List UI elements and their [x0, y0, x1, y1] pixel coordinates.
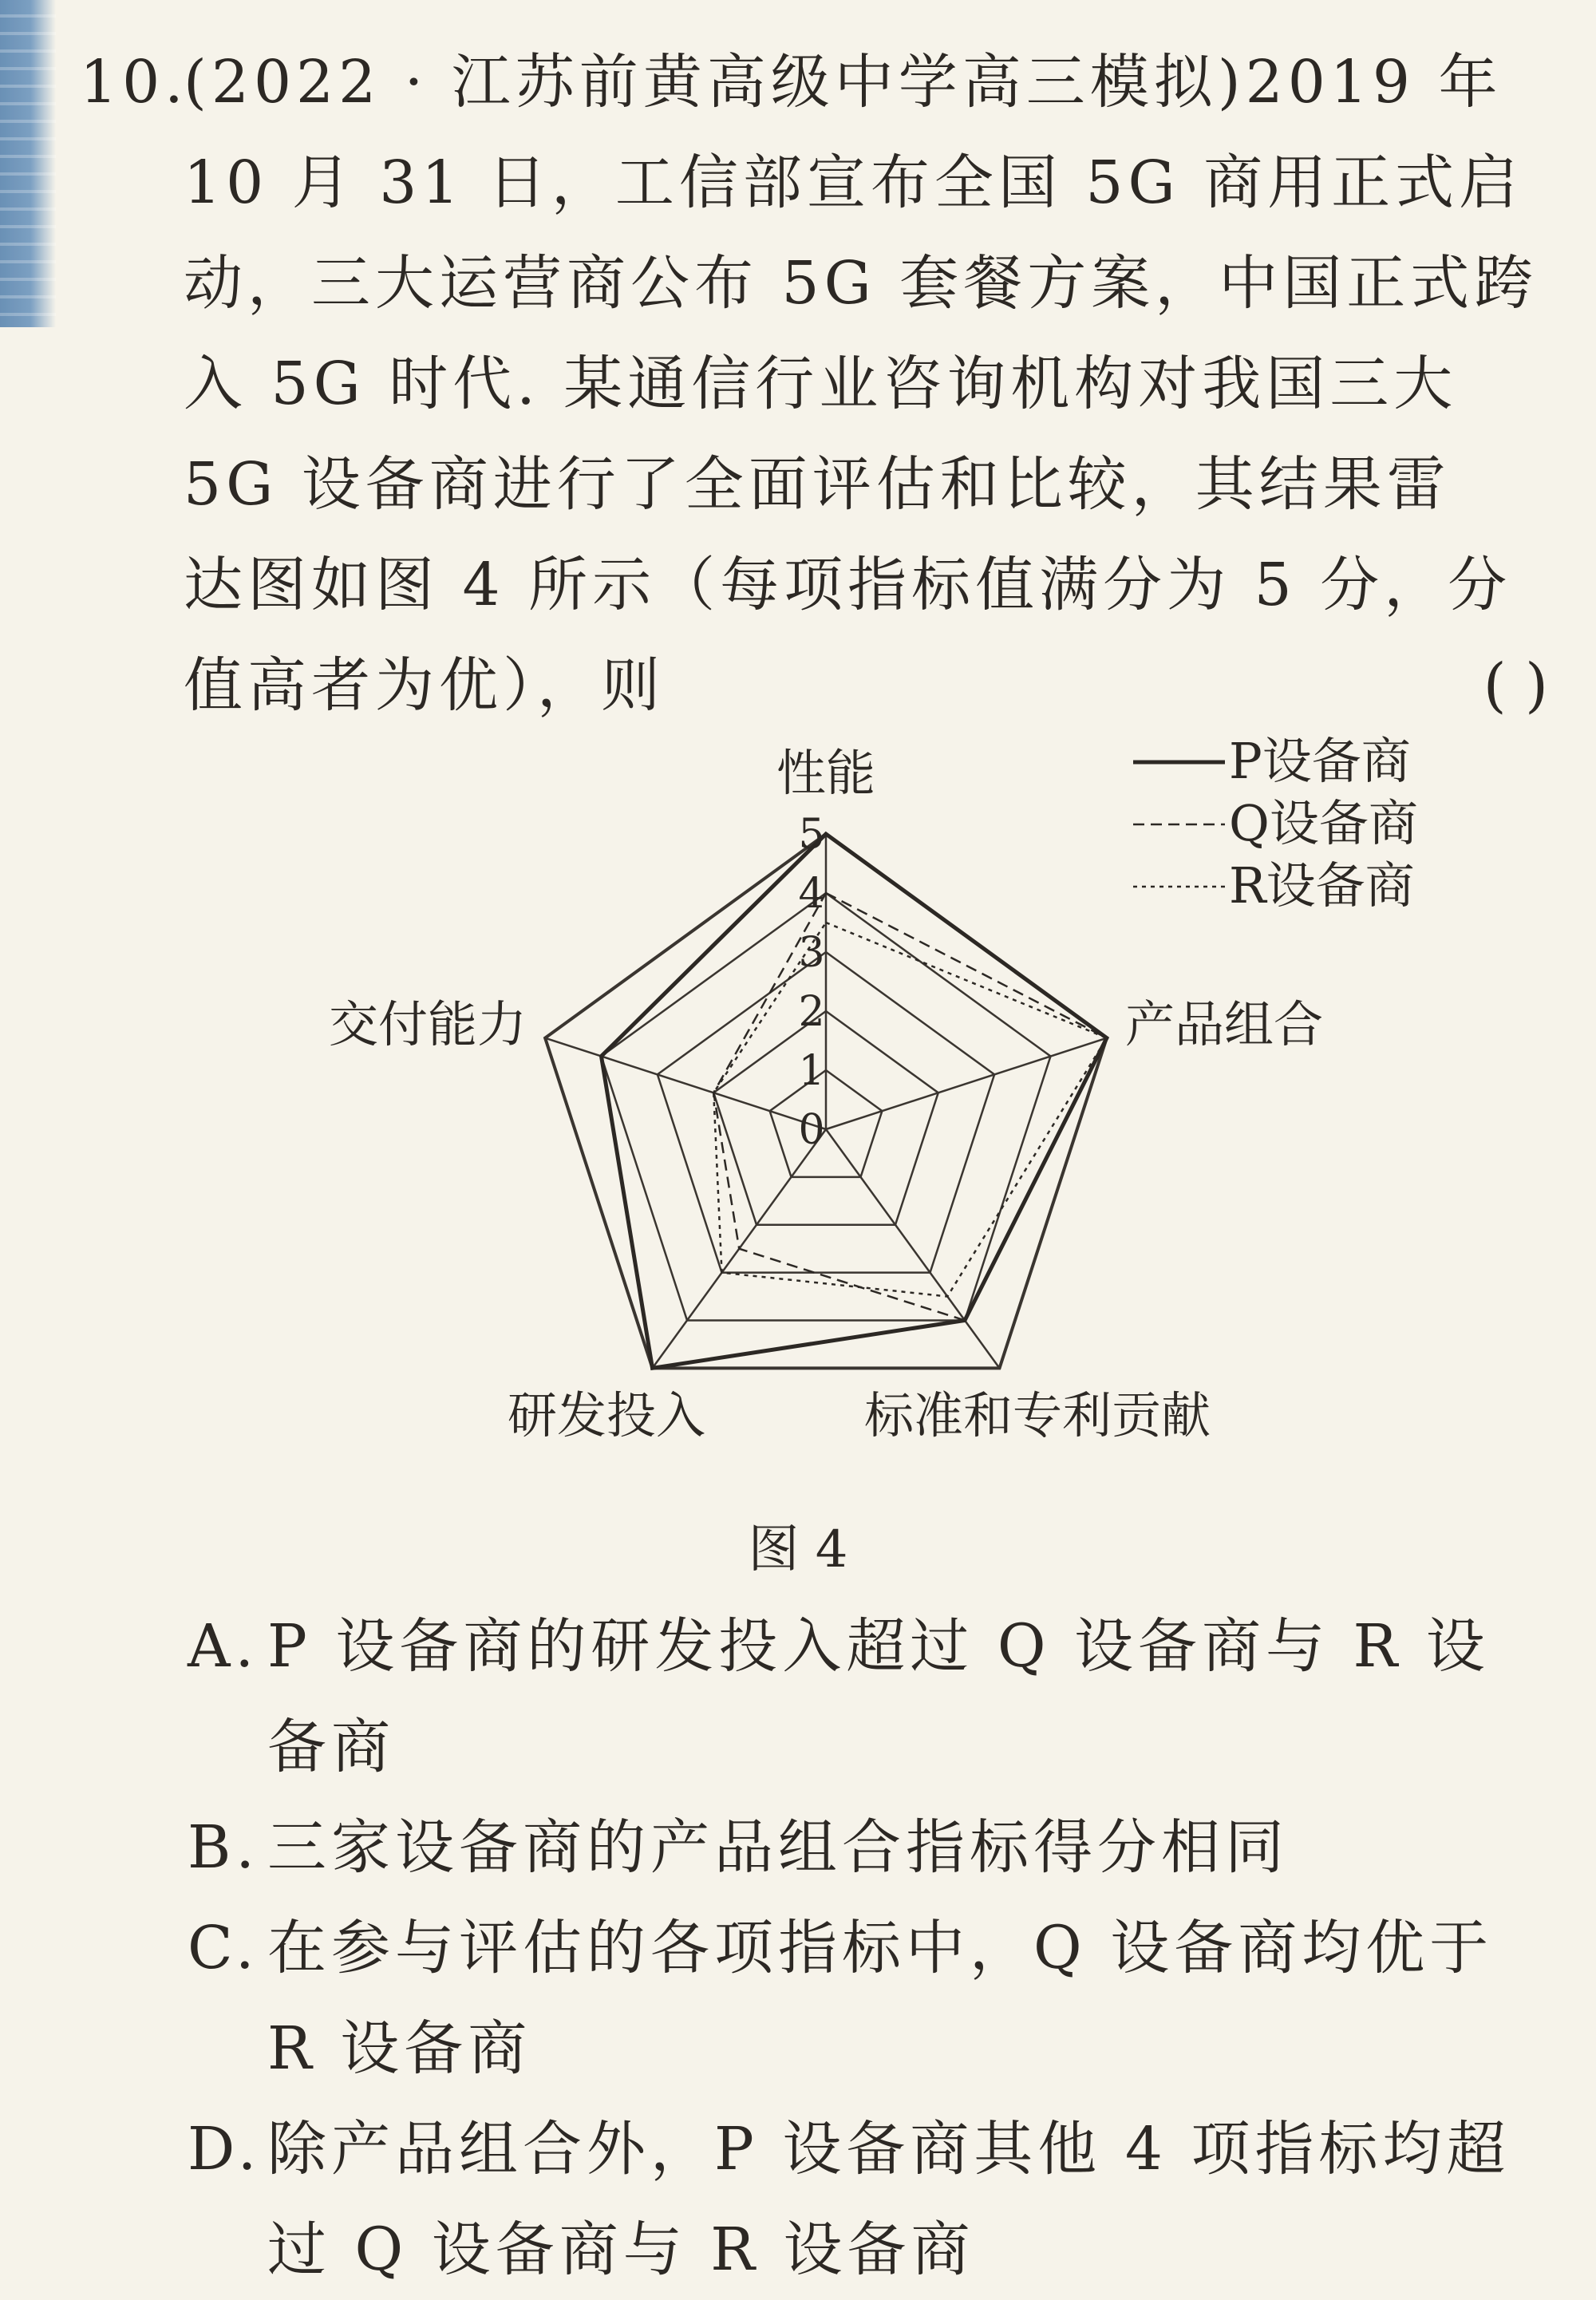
answer-options [188, 1596, 1576, 2300]
radar-axis-label-2: 标准和专利贡献 [863, 1386, 1211, 1444]
radar-axis-label-1: 产品组合 [1125, 995, 1324, 1053]
question-line-1: 10.(2022 · 江苏前黄高级中学高三模拟)2019 年 [80, 32, 1572, 132]
radar-scale-label-5: 5 [798, 811, 825, 859]
question-stem [80, 32, 1572, 736]
radar-spoke-1 [826, 1038, 1107, 1129]
legend-label-r: R设备商 [1229, 856, 1415, 915]
question-line-6: 达图如图 4 所示（每项指标值满分为 5 分，分 [184, 551, 1512, 619]
option-d-letter: D. [188, 2115, 262, 2183]
option-a[interactable]: A. P 设备商的研发投入超过 Q 设备商与 R 设 备商 [188, 1596, 1576, 1797]
question-line-3: 动，三大运营商公布 5G 套餐方案，中国正式跨 [184, 249, 1539, 318]
question-line-7: 值高者为优），则 ( ) [80, 635, 1572, 736]
answer-blank: ( ) [1483, 651, 1548, 720]
option-c-letter: C. [188, 1914, 259, 1982]
radar-scale-label-2: 2 [798, 988, 825, 1036]
option-b-letter: B. [188, 1813, 259, 1882]
option-a-letter: A. [188, 1612, 259, 1681]
option-c[interactable]: C. 在参与评估的各项指标中，Q 设备商均优于 R 设备商 [188, 1898, 1576, 2099]
radar-spoke-4 [545, 1038, 826, 1129]
radar-axis-label-0: 性能 [776, 744, 876, 802]
radar-scale-label-3: 3 [798, 929, 825, 977]
radar-chart [0, 718, 1596, 1500]
radar-scale-label-1: 1 [798, 1047, 825, 1095]
question-line-2: 10 月 31 日，工信部宣布全国 5G 商用正式启 [184, 148, 1523, 217]
radar-axis-label-3: 研发投入 [507, 1386, 706, 1444]
option-b[interactable]: B. 三家设备商的产品组合指标得分相同 [188, 1797, 1576, 1898]
legend-label-q: Q设备商 [1229, 794, 1418, 852]
question-line-5: 5G 设备商进行了全面评估和比较，其结果雷 [184, 450, 1451, 519]
radar-spoke-2 [826, 1129, 999, 1368]
question-number: 10. [80, 48, 188, 117]
option-d[interactable]: D. 除产品组合外，P 设备商其他 4 项指标均超 过 Q 设备商与 R 设备商 [188, 2099, 1576, 2300]
radar-axis-label-4: 交付能力 [328, 995, 527, 1053]
radar-scale-label-0: 0 [798, 1106, 825, 1154]
radar-scale-label-4: 4 [798, 870, 825, 918]
question-line-4: 入 5G 时代. 某通信行业咨询机构对我国三大 [184, 350, 1458, 418]
figure-caption: 图 4 [748, 1520, 848, 1579]
page-edge-ink-decoration [0, 0, 56, 327]
legend-label-p: P设备商 [1229, 732, 1411, 790]
